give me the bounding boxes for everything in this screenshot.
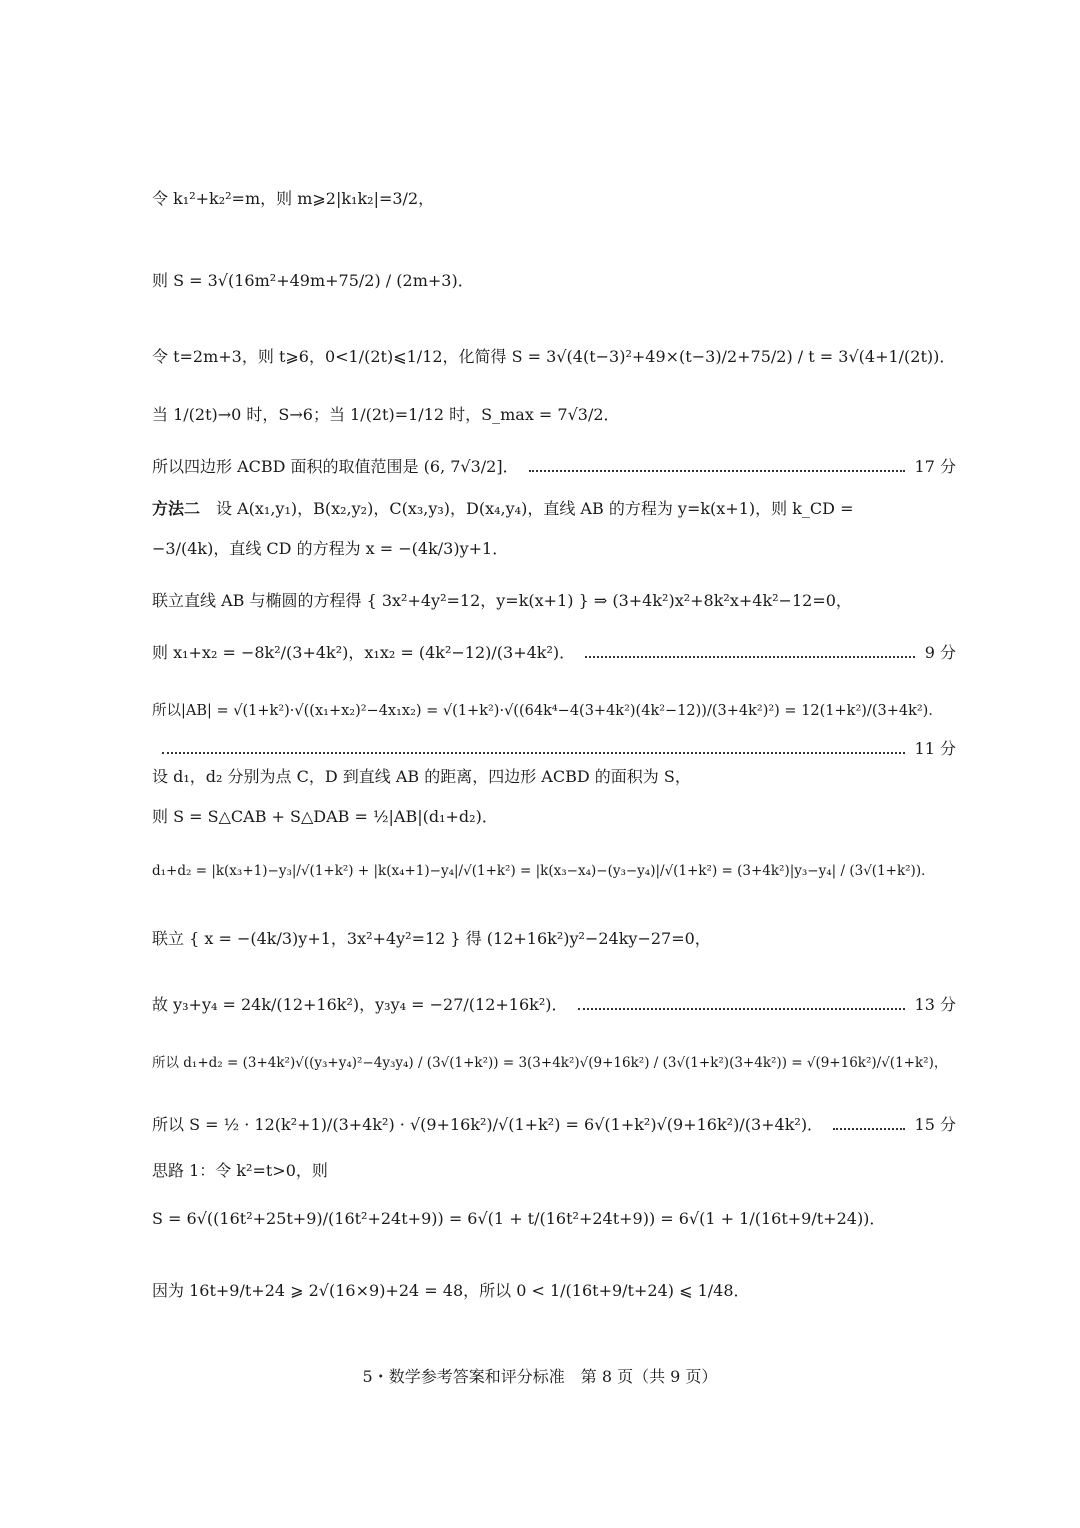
line-text: d₁+d₂ = |k(x₃+1)−y₃|/√(1+k²) + |k(x₄+1)−y₄|/√(1+k²) = |k(x₃−x₄)−(y₃−y₄)|/√(1+k²) = (3+4k²)|y₃−y₄| / (3√(1+k²))． [152, 863, 935, 879]
line-text: 则 S = 3√(16m²+49m+75/2) / (2m+3)． [152, 271, 474, 290]
method-label: 方法二 [152, 499, 201, 518]
line-8 [152, 590, 956, 612]
line-16 [152, 994, 956, 1016]
line-15 [152, 928, 956, 950]
line-text: 所以四边形 ACBD 面积的取值范围是 (6, 7√3/2]． [152, 457, 519, 476]
line-11 [152, 738, 956, 760]
line-14 [152, 860, 956, 882]
line-3 [152, 346, 956, 368]
line-6 [152, 498, 956, 520]
line-18 [152, 1114, 956, 1136]
line-text: 所以 S = ½ · 12(k²+1)/(3+4k²) · √(9+16k²)/√(1+k²) = 6√(1+k²)√(9+16k²)/(3+4k²)． [152, 1115, 824, 1134]
line-10 [152, 700, 956, 722]
score-mark: 15 分 [914, 1115, 956, 1134]
score-mark: 17 分 [914, 457, 956, 476]
line-4 [152, 404, 956, 426]
dot-leader [585, 656, 915, 658]
line-text: 思路 1：令 k²=t>0，则 [152, 1161, 328, 1180]
line-17 [152, 1052, 956, 1074]
line-text: 则 S = S△CAB + S△DAB = ½|AB|(d₁+d₂)． [152, 807, 498, 826]
line-text: 当 1/(2t)→0 时，S→6；当 1/(2t)=1/12 时，S_max = 7√3/2． [152, 405, 620, 424]
line-text: 联立 { x = −(4k/3)y+1，3x²+4y²=12 } 得 (12+16k²)y²−24ky−27=0， [152, 929, 711, 948]
line-9 [152, 642, 956, 664]
line-text: 联立直线 AB 与椭圆的方程得 { 3x²+4y²=12，y=k(x+1) } ⇒ (3+4k²)x²+8k²x+4k²−12=0， [152, 591, 852, 610]
dot-leader [162, 752, 905, 754]
dot-leader [833, 1128, 904, 1130]
line-text: 所以 d₁+d₂ = (3+4k²)√((y₃+y₄)²−4y₃y₄) / (3√(1+k²)) = 3(3+4k²)√(9+16k²) / (3√(1+k²)(3+4k²)) = √(9+16k²)/√(1+k²)， [152, 1055, 948, 1071]
line-text: 设 d₁，d₂ 分别为点 C，D 到直线 AB 的距离，四边形 ACBD 的面积为 S， [152, 767, 691, 786]
line-text: 设 A(x₁,y₁)，B(x₂,y₂)，C(x₃,y₃)，D(x₄,y₄)，直线 AB 的方程为 y=k(x+1)，则 k_CD = [216, 499, 854, 518]
line-text: 因为 16t+9/t+24 ⩾ 2√(16×9)+24 = 48，所以 0 < 1/(16t+9/t+24) ⩽ 1/48． [152, 1281, 750, 1300]
line-text: −3/(4k)，直线 CD 的方程为 x = −(4k/3)y+1． [152, 539, 509, 558]
dot-leader [578, 1008, 905, 1010]
line-19 [152, 1160, 956, 1182]
line-12 [152, 766, 956, 788]
line-text: 令 t=2m+3，则 t⩾6，0<1/(2t)⩽1/12，化简得 S = 3√(4(t−3)²+49×(t−3)/2+75/2) / t = 3√(4+1/(2t))． [152, 347, 956, 366]
line-text: 故 y₃+y₄ = 24k/(12+16k²)，y₃y₄ = −27/(12+16k²)． [152, 995, 568, 1014]
page-footer: 5・数学参考答案和评分标准 第 8 页（共 9 页） [362, 1367, 718, 1386]
score-mark: 11 分 [914, 739, 956, 758]
line-2 [152, 270, 956, 292]
line-text: 所以|AB| = √(1+k²)·√((x₁+x₂)²−4x₁x₂) = √(1+k²)·√((64k⁴−4(3+4k²)(4k²−12))/(3+4k²)²) = 12(1+k²)/(3+4k²)． [152, 703, 943, 719]
line-7 [152, 538, 956, 560]
line-text: 令 k₁²+k₂²=m，则 m⩾2|k₁k₂|=3/2， [152, 189, 435, 208]
line-5 [152, 456, 956, 478]
line-text: S = 6√((16t²+25t+9)/(16t²+24t+9)) = 6√(1 + t/(16t²+24t+9)) = 6√(1 + 1/(16t+9/t+24))． [152, 1209, 886, 1228]
line-13 [152, 806, 956, 828]
line-text: 则 x₁+x₂ = −8k²/(3+4k²)，x₁x₂ = (4k²−12)/(3+4k²)． [152, 643, 576, 662]
score-mark: 9 分 [924, 643, 956, 662]
dot-leader [529, 470, 905, 472]
score-mark: 13 分 [914, 995, 956, 1014]
line-20 [152, 1208, 956, 1230]
line-1 [152, 188, 956, 210]
line-21 [152, 1280, 956, 1302]
